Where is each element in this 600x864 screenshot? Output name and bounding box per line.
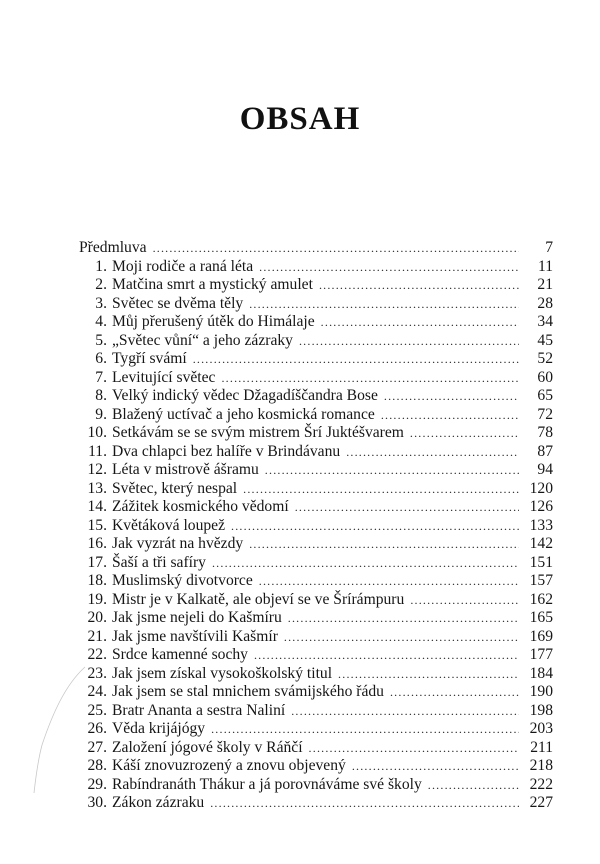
toc-entry xyxy=(79,646,553,665)
entry-number: 27. xyxy=(87,738,107,756)
entry-title: Světec, který nespal xyxy=(112,479,238,497)
dot-leader xyxy=(338,665,519,684)
entry-page-number: 218 xyxy=(529,757,553,774)
toc-entry xyxy=(79,313,553,332)
entry-number: 6. xyxy=(95,350,107,367)
entry-title: Jak jsme nejeli do Kašmíru xyxy=(112,609,282,626)
entry-page-number: 227 xyxy=(529,794,553,811)
dot-leader xyxy=(231,517,519,536)
entry-page-number: 190 xyxy=(529,683,553,700)
toc-entry xyxy=(79,591,553,610)
dot-leader xyxy=(259,258,519,277)
dot-leader xyxy=(284,628,519,647)
entry-number: 30. xyxy=(87,794,107,811)
entry-title: Můj přerušený útěk do Himálaje xyxy=(112,313,315,330)
entry-title: Zákon zázraku xyxy=(112,794,205,811)
entry-number: 28. xyxy=(87,757,107,774)
toc-entry xyxy=(79,424,553,443)
page-title: OBSAH xyxy=(239,101,361,138)
toc-entry xyxy=(79,683,553,702)
entry-number: 2. xyxy=(95,276,107,293)
toc-entry xyxy=(79,609,553,628)
toc-entry xyxy=(79,239,553,258)
toc-entry xyxy=(79,332,553,351)
entry-title: Léta v mistrově ášramu xyxy=(112,461,259,478)
entry-page-number: 94 xyxy=(537,461,553,478)
entry-title: Káší znovuzrozený a znovu objevený xyxy=(112,757,346,774)
toc-entry xyxy=(79,498,553,517)
dot-leader xyxy=(210,794,519,813)
entry-title: Muslimský divotvorce xyxy=(112,572,253,589)
entry-page-number: 157 xyxy=(529,572,553,589)
toc-entry xyxy=(79,350,553,369)
dot-leader xyxy=(211,720,519,739)
entry-page-number: 87 xyxy=(537,442,553,460)
entry-number: 11. xyxy=(88,442,107,460)
toc-entry xyxy=(79,535,553,554)
entry-title: Setkávám se se svým mistrem Šrí Juktéšvarem xyxy=(112,424,404,441)
dot-leader xyxy=(390,683,519,702)
toc-entry xyxy=(79,461,553,480)
entry-title: Založení jógové školy v Ráňčí xyxy=(112,738,303,756)
dot-leader xyxy=(410,424,519,443)
toc-entry xyxy=(79,720,553,739)
entry-page-number: 126 xyxy=(529,498,553,515)
dot-leader xyxy=(384,387,519,406)
dot-leader xyxy=(428,776,519,795)
dot-leader xyxy=(212,554,519,573)
entry-number: 4. xyxy=(95,313,107,330)
entry-number: 21. xyxy=(87,627,107,645)
toc-entry xyxy=(79,702,553,721)
entry-title: „Světec vůní“ a jeho zázraky xyxy=(112,331,293,349)
entry-title: Věda krijájógy xyxy=(112,720,206,737)
entry-title: Světec se dvěma těly xyxy=(112,294,244,312)
entry-title: Jak jsem se stal mnichem svámijského řádu xyxy=(112,683,384,700)
entry-title: Květáková loupež xyxy=(112,516,226,534)
entry-number: 7. xyxy=(95,368,107,386)
entry-number: 9. xyxy=(95,405,107,423)
dot-leader xyxy=(410,591,519,610)
pencil-mark xyxy=(30,665,90,795)
entry-page-number: 165 xyxy=(529,609,553,626)
dot-leader xyxy=(249,295,519,314)
entry-title: Blažený uctívač a jeho kosmická romance xyxy=(112,405,375,423)
entry-page-number: 28 xyxy=(537,294,553,312)
toc-entry xyxy=(79,295,553,314)
entry-page-number: 7 xyxy=(545,239,553,256)
entry-number: 26. xyxy=(87,720,107,737)
entry-number: 20. xyxy=(87,609,107,626)
entry-page-number: 162 xyxy=(529,590,553,608)
entry-number: 22. xyxy=(87,646,107,663)
entry-title: Jak jsme navštívili Kašmír xyxy=(112,627,278,645)
toc-entry xyxy=(79,406,553,425)
entry-page-number: 198 xyxy=(529,701,553,719)
entry-page-number: 60 xyxy=(537,368,553,386)
entry-title: Šaší a tři safíry xyxy=(112,553,206,571)
entry-page-number: 52 xyxy=(537,350,553,367)
toc-entry xyxy=(79,369,553,388)
entry-page-number: 11 xyxy=(537,257,553,275)
entry-page-number: 184 xyxy=(529,664,553,682)
toc-entry xyxy=(79,572,553,591)
entry-page-number: 65 xyxy=(537,387,553,404)
entry-number: 29. xyxy=(87,775,107,793)
entry-title: Zážitek kosmického vědomí xyxy=(112,498,289,515)
toc-entry xyxy=(79,443,553,462)
entry-number: 18. xyxy=(87,572,107,589)
entry-title: Jak jsem získal vysokoškolský titul xyxy=(112,664,333,682)
entry-number: 3. xyxy=(95,294,107,312)
dot-leader xyxy=(193,350,519,369)
entry-number: 23. xyxy=(87,664,107,682)
dot-leader xyxy=(309,739,519,758)
toc-entry xyxy=(79,387,553,406)
dot-leader xyxy=(153,239,519,258)
entry-title: Mistr je v Kalkatě, ale objeví se ve Šrírámpuru xyxy=(112,590,405,608)
toc-entry xyxy=(79,276,553,295)
entry-title: Srdce kamenné sochy xyxy=(112,646,248,663)
dot-leader xyxy=(221,369,519,388)
entry-number: 1. xyxy=(95,257,107,275)
entry-title: Velký indický vědec Džagadíščandra Bose xyxy=(112,387,378,404)
entry-page-number: 34 xyxy=(537,313,553,330)
toc-entry xyxy=(79,628,553,647)
entry-title: Rabíndranáth Thákur a já porovnáváme své školy xyxy=(112,775,422,793)
toc-entry xyxy=(79,665,553,684)
entry-page-number: 211 xyxy=(530,738,553,756)
dot-leader xyxy=(299,332,519,351)
entry-page-number: 72 xyxy=(537,405,553,423)
dot-leader xyxy=(352,757,519,776)
entry-page-number: 78 xyxy=(537,424,553,441)
entry-number: 10. xyxy=(87,424,107,441)
dot-leader xyxy=(319,276,519,295)
entry-number: 5. xyxy=(95,331,107,349)
toc-entry xyxy=(79,517,553,536)
toc-entry xyxy=(79,776,553,795)
entry-title: Jak vyzrát na hvězdy xyxy=(112,535,244,552)
entry-page-number: 222 xyxy=(529,775,553,793)
entry-page-number: 177 xyxy=(529,646,553,663)
table-of-contents xyxy=(79,239,553,813)
dot-leader xyxy=(254,646,519,665)
entry-number: 12. xyxy=(87,461,107,478)
dot-leader xyxy=(291,702,519,721)
entry-title: Předmluva xyxy=(79,239,147,256)
entry-number: 15. xyxy=(87,516,107,534)
entry-number: 25. xyxy=(87,701,107,719)
toc-entry xyxy=(79,794,553,813)
dot-leader xyxy=(249,535,519,554)
toc-entry xyxy=(79,554,553,573)
entry-number: 8. xyxy=(95,387,107,404)
entry-page-number: 169 xyxy=(529,627,553,645)
toc-entry xyxy=(79,480,553,499)
dot-leader xyxy=(295,498,519,517)
entry-number: 16. xyxy=(87,535,107,552)
entry-number: 13. xyxy=(87,479,107,497)
entry-page-number: 21 xyxy=(537,276,553,293)
dot-leader xyxy=(288,609,519,628)
entry-title: Matčina smrt a mystický amulet xyxy=(112,276,313,293)
toc-entry xyxy=(79,258,553,277)
entry-number: 14. xyxy=(87,498,107,515)
dot-leader xyxy=(243,480,519,499)
entry-page-number: 203 xyxy=(529,720,553,737)
entry-page-number: 45 xyxy=(537,331,553,349)
entry-title: Levitující světec xyxy=(112,368,216,386)
dot-leader xyxy=(321,313,519,332)
entry-number: 24. xyxy=(87,683,107,700)
toc-entry xyxy=(79,757,553,776)
entry-number: 19. xyxy=(87,590,107,608)
entry-title: Moji rodiče a raná léta xyxy=(112,257,254,275)
dot-leader xyxy=(381,406,519,425)
dot-leader xyxy=(265,461,519,480)
entry-page-number: 133 xyxy=(529,516,553,534)
dot-leader xyxy=(259,572,519,591)
entry-title: Tygří svámí xyxy=(112,350,187,367)
entry-title: Bratr Ananta a sestra Naliní xyxy=(112,701,286,719)
toc-entry xyxy=(79,739,553,758)
entry-page-number: 120 xyxy=(529,479,553,497)
entry-title: Dva chlapci bez halíře v Brindávanu xyxy=(112,442,341,460)
dot-leader xyxy=(346,443,519,462)
entry-page-number: 151 xyxy=(529,553,553,571)
entry-number: 17. xyxy=(87,553,107,571)
entry-page-number: 142 xyxy=(529,535,553,552)
